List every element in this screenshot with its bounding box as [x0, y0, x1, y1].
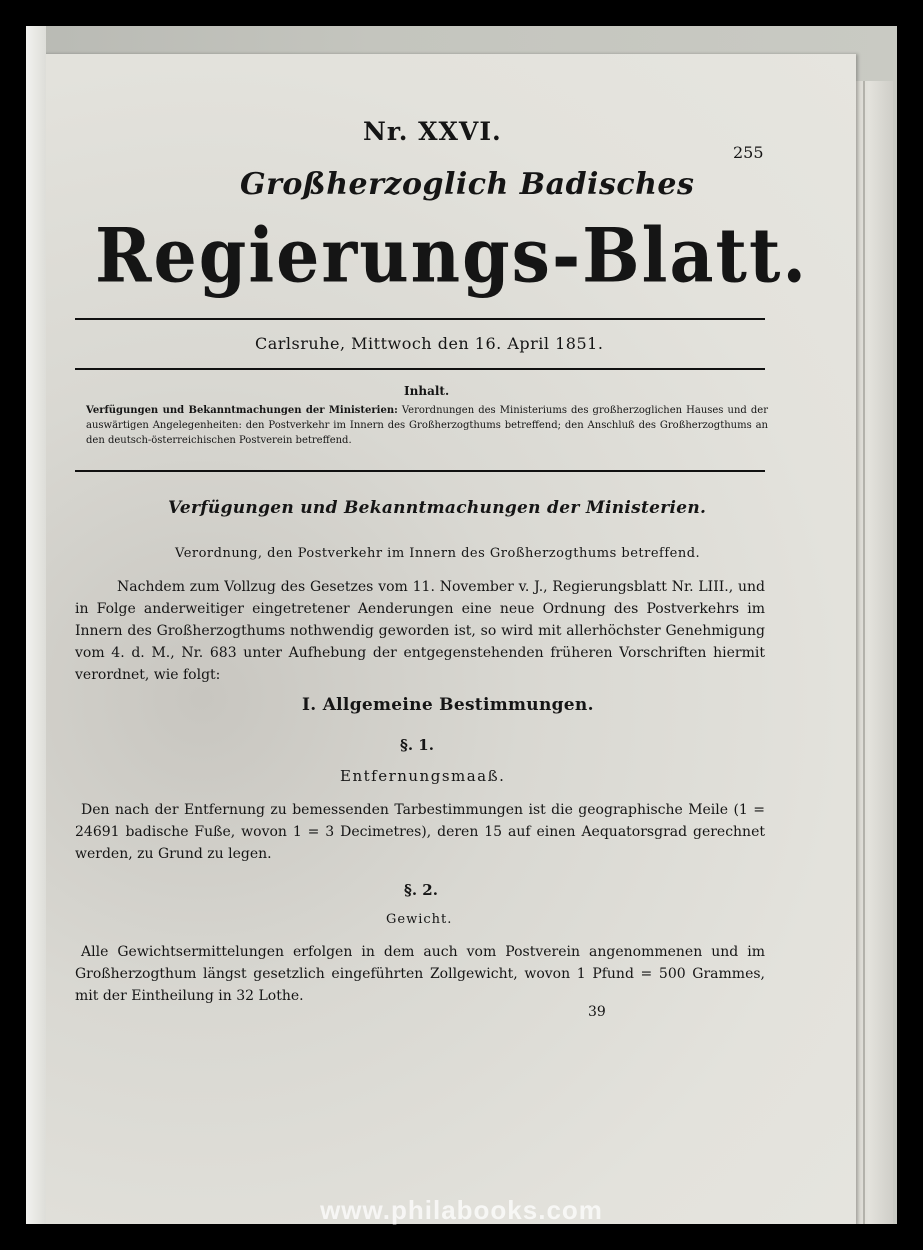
- issue-number: Nr. XXVI.: [363, 117, 502, 146]
- section-1-text: Den nach der Entfernung zu bemessenden Tarbestimmungen ist die geographische Meile (1 = 24691 badische Fuße, wovon 1 = 3 Decimetres), deren 15 auf einen Aequatorsgrad gerechnet werden, zu Grund zu legen.: [75, 802, 765, 862]
- dateline: Carlsruhe, Mittwoch den 16. April 1851.: [255, 334, 604, 353]
- ordinance-title: Verordnung, den Postverkehr im Innern des Großherzogthums betreffend.: [175, 546, 701, 561]
- section-1-title: Entfernungsmaaß.: [340, 767, 506, 785]
- signature-number: 39: [588, 1004, 606, 1020]
- intro-paragraph: Nachdem zum Vollzug des Gesetzes vom 11. November v. J., Regierungsblatt Nr. LIII., und in Folge anderweitiger eingetretener Aenderungen eine neue Ordnung des Postverkehrs im Innern des Großherzogthums nothwendig geworden ist, so wird mit allerhöchster Genehmigung vom 4. d. M., Nr. 683 unter Aufhebung der entgegenstehenden früheren Vorschriften hiermit verordnet, wie folgt:: [75, 579, 765, 683]
- contents-rule: [75, 470, 765, 472]
- binding-strip: [26, 26, 46, 1224]
- contents-heading: Inhalt.: [404, 384, 450, 398]
- contents-lead: Verfügungen und Bekanntmachungen der Ministerien:: [86, 405, 398, 416]
- watermark: www.philabooks.com: [320, 1195, 603, 1225]
- contents-body: Verordnungen des Ministeriums des großherzoglichen Hauses und der auswärtigen Angelegenheiten: den Postverkehr im Innern des Großherzogthums betreffend; den Anschluß des Großherzogthums an den deutsch-österreichischen Postverein betreffend.: [86, 405, 768, 446]
- part-heading: I. Allgemeine Bestimmungen.: [302, 695, 594, 715]
- section-2-number: §. 2.: [404, 881, 438, 899]
- masthead-subtitle: Großherzoglich Badisches: [240, 167, 695, 202]
- page-number: 255: [733, 143, 764, 162]
- dateline-rule: [75, 368, 765, 370]
- page-stack-edge: [852, 81, 893, 1224]
- section-2-title: Gewicht.: [386, 912, 453, 927]
- masthead-rule-top: [75, 318, 765, 320]
- contents-text: [86, 403, 768, 448]
- section-1-number: §. 1.: [400, 736, 434, 754]
- section-2-text: Alle Gewichtsermittelungen erfolgen in dem auch vom Postverein angenommenen und im Großherzogthum längst gesetzlich eingeführten Zollgewicht, wovon 1 Pfund = 500 Grammes, mit der Eintheilung in 32 Lothe.: [75, 944, 765, 1004]
- masthead-title: Regierungs-Blatt.: [95, 212, 809, 300]
- section-title: Verfügungen und Bekanntmachungen der Ministerien.: [168, 498, 707, 518]
